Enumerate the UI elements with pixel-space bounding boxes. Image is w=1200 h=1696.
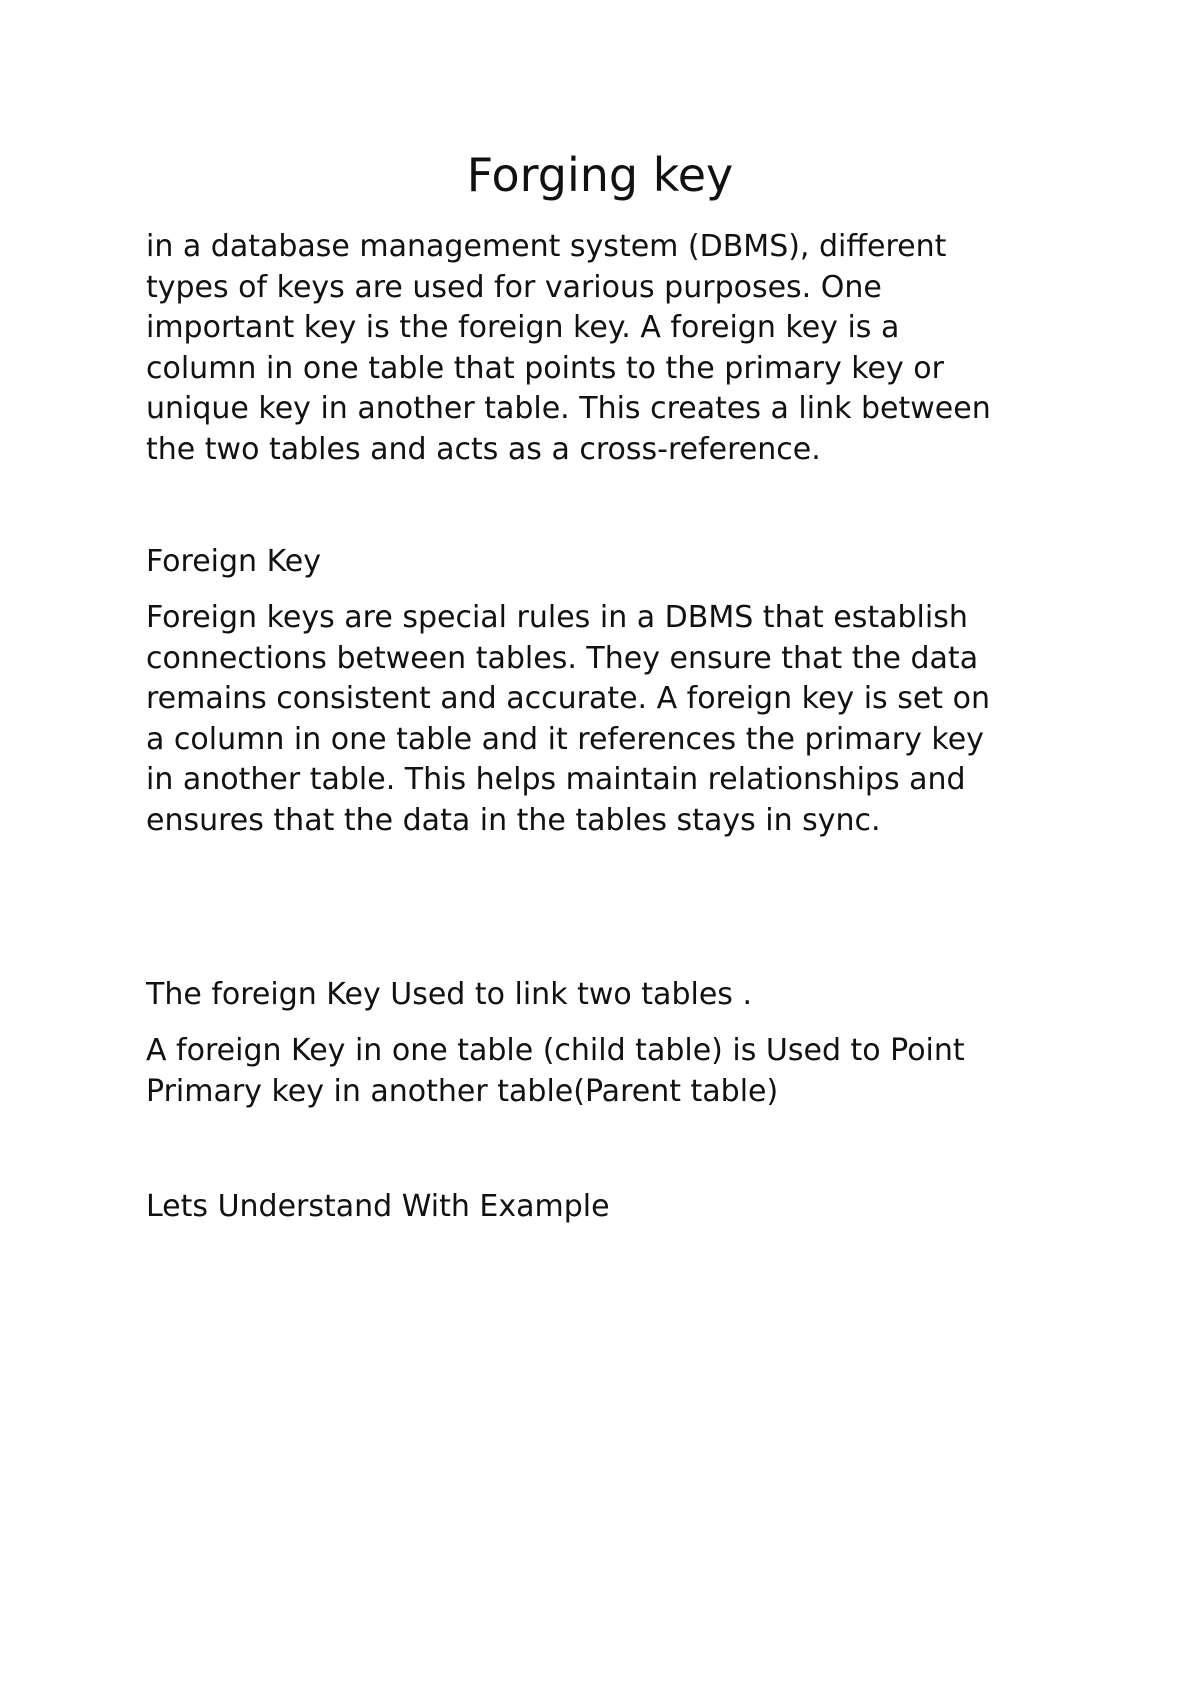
- example-line: Lets Understand With Example: [146, 1189, 610, 1224]
- child-parent-line: Primary key in another table(Parent table): [146, 1073, 779, 1109]
- intro-line: in a database management system (DBMS), different: [146, 229, 947, 264]
- intro-line: unique key in another table. This creates a link between: [146, 391, 991, 426]
- section-paragraph: [146, 598, 990, 841]
- child-parent-line: A foreign Key in one table (child table) is Used to Point: [146, 1033, 965, 1068]
- section-line: Foreign keys are special rules in a DBMS that establish: [146, 600, 968, 635]
- usage-line: The foreign Key Used to link two tables .: [146, 977, 752, 1012]
- child-parent-paragraph: [146, 1031, 965, 1112]
- intro-line: column in one table that points to the primary key or: [146, 350, 944, 386]
- intro-line: the two tables and acts as a cross-reference.: [146, 431, 821, 467]
- intro-line: types of keys are used for various purposes. One: [146, 269, 882, 305]
- intro-paragraph: [146, 227, 991, 470]
- document-title: Forging key: [466, 148, 734, 202]
- section-line: in another table. This helps maintain relationships and: [146, 762, 966, 797]
- section-line: remains consistent and accurate. A foreign key is set on: [146, 681, 990, 716]
- section-heading: Foreign Key: [146, 544, 321, 579]
- section-line: connections between tables. They ensure that the data: [146, 640, 979, 676]
- section-line: a column in one table and it references the primary key: [146, 721, 984, 757]
- intro-line: important key is the foreign key. A foreign key is a: [146, 310, 900, 345]
- section-line: ensures that the data in the tables stays in sync.: [146, 802, 881, 838]
